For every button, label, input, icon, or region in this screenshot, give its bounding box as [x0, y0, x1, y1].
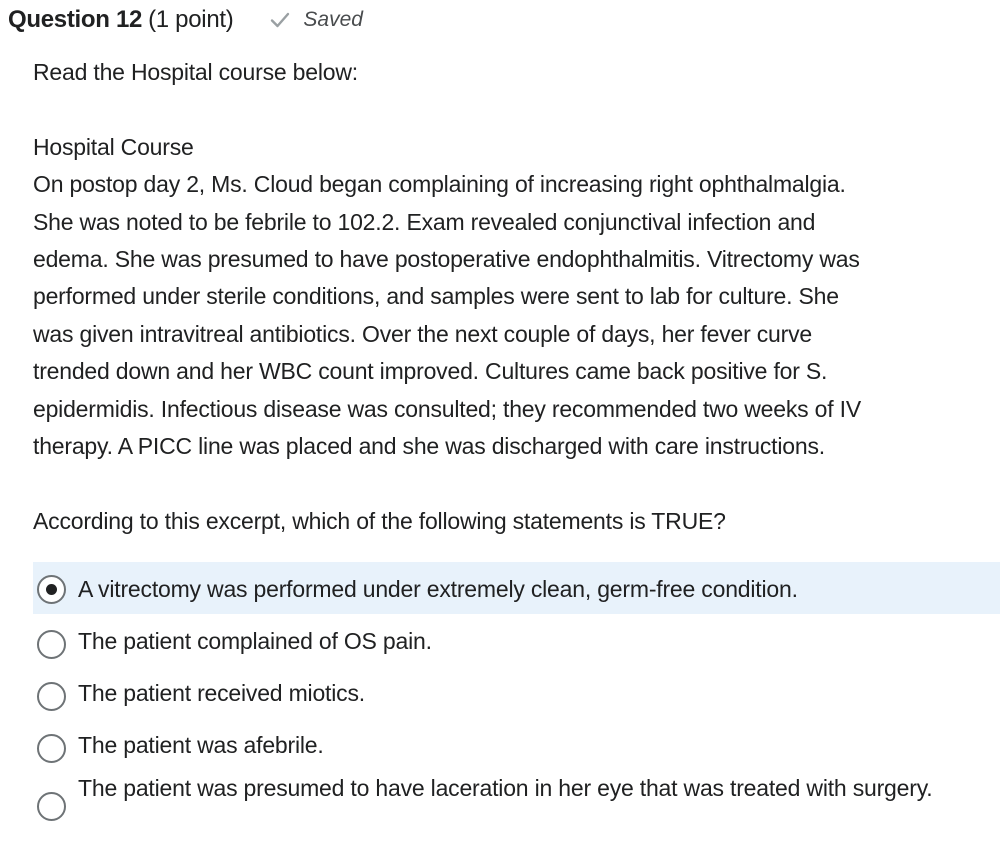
passage-line: edema. She was presumed to have postoperative endophthalmitis. Vitrectomy was	[33, 246, 860, 273]
passage-line: She was noted to be febrile to 102.2. Exam revealed conjunctival infection and	[33, 208, 816, 235]
passage-line: performed under sterile conditions, and samples were sent to lab for culture. She	[33, 283, 839, 310]
question-text: According to this excerpt, which of the following statements is TRUE?	[33, 507, 726, 534]
answer-option-b[interactable]	[33, 614, 1000, 666]
answer-option-a[interactable]	[33, 562, 1000, 614]
radio-button[interactable]	[37, 734, 66, 763]
radio-button-selected[interactable]	[37, 575, 66, 604]
hospital-course-heading: Hospital Course	[33, 133, 194, 160]
prompt-intro: Read the Hospital course below:	[33, 59, 358, 85]
check-icon	[269, 9, 291, 31]
saved-label: Saved	[303, 8, 363, 31]
passage-line: epidermidis. Infectious disease was consulted; they recommended two weeks of IV	[33, 395, 861, 422]
saved-status	[269, 8, 363, 32]
question-title: Question 12	[8, 6, 143, 33]
option-label: The patient was afebrile.	[78, 732, 324, 758]
option-label: The patient received miotics.	[78, 680, 365, 706]
option-label: The patient was presumed to have laceration in her eye that was treated with surgery.	[78, 775, 933, 801]
passage-line: On postop day 2, Ms. Cloud began complaining of increasing right ophthalmalgia.	[33, 171, 846, 198]
option-label: A vitrectomy was performed under extremely clean, germ-free condition.	[78, 576, 798, 602]
answer-option-c[interactable]	[33, 666, 1000, 718]
passage-line: therapy. A PICC line was placed and she was discharged with care instructions.	[33, 433, 825, 460]
question-body	[33, 54, 983, 540]
question-points: (1 point)	[148, 6, 234, 33]
answer-option-e[interactable]	[33, 770, 1000, 856]
passage-line: trended down and her WBC count improved. Cultures came back positive for S.	[33, 358, 828, 385]
radio-button[interactable]	[37, 630, 66, 659]
option-label: The patient complained of OS pain.	[78, 628, 432, 654]
answer-option-d[interactable]	[33, 718, 1000, 770]
question-header	[8, 4, 363, 36]
radio-button[interactable]	[37, 792, 66, 821]
answer-options	[33, 562, 1000, 856]
passage-line: was given intravitreal antibiotics. Over the next couple of days, her fever curve	[33, 320, 812, 347]
radio-button[interactable]	[37, 682, 66, 711]
